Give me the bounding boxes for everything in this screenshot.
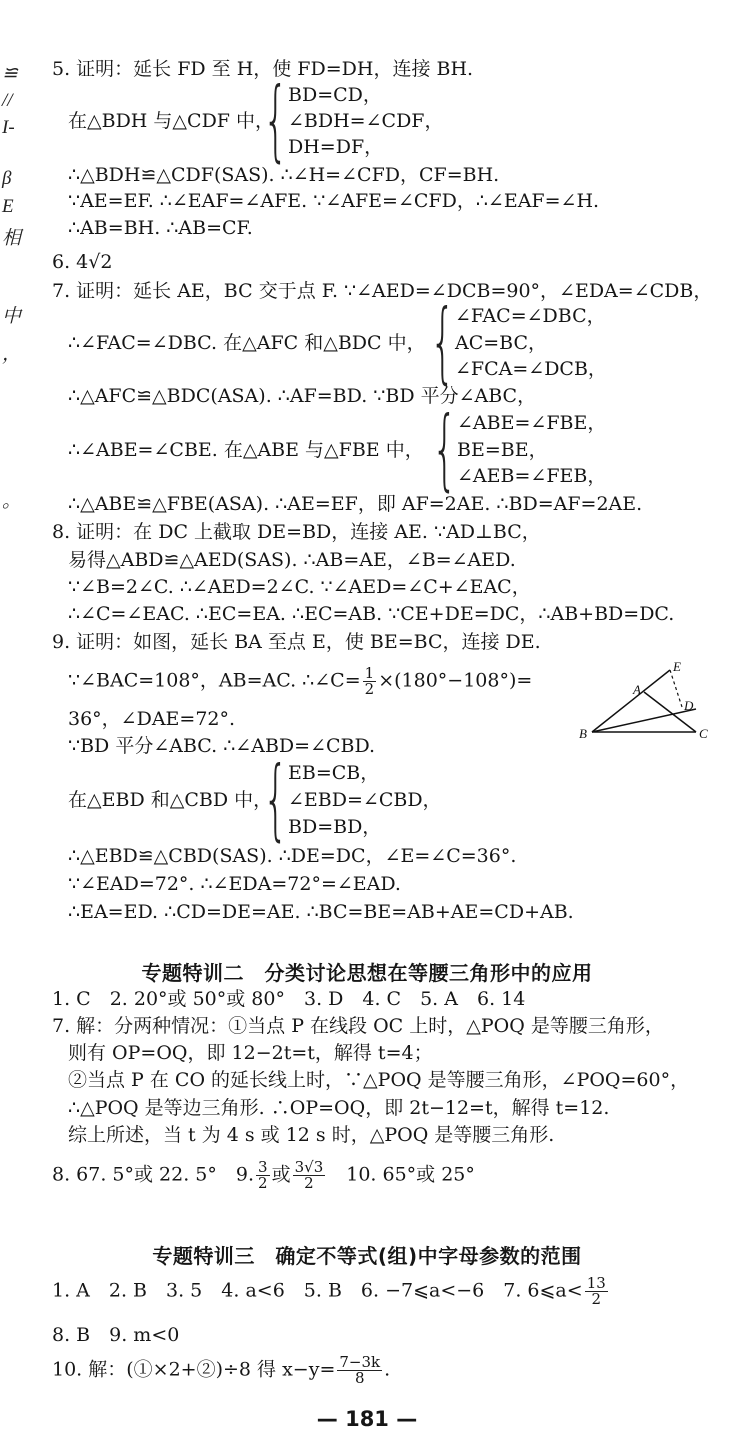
fraction-numerator: 3√3 [294, 1158, 324, 1176]
p5-line5: ∴AB=BH. ∴AB=CF. [68, 217, 253, 239]
p5-brace-item: ∠BDH=∠CDF， [288, 110, 444, 132]
p7-line1: 7. 证明：延长 AE，BC 交于点 F. ∵∠AED=∠DCB=90°，∠EDA=∠CDB， [52, 280, 713, 302]
p7-line3: ∴△AFC≌△BDC(ASA). ∴AF=BD. ∵BD 平分∠ABC， [68, 385, 537, 407]
s2-line6: 综上所述，当 t 为 4 s 或 12 s 时，△POQ 是等腰三角形. [68, 1124, 555, 1146]
s2-line7-or: 或 [271, 1163, 291, 1186]
s2-line5: ∴△POQ 是等边三角形. ∴OP=OQ，即 2t−12=t，解得 t=12. [68, 1097, 610, 1119]
label-C: C [699, 726, 708, 741]
p9-line1: 9. 证明：如图，延长 BA 至点 E，使 BE=BC，连接 DE. [52, 631, 541, 653]
p5-brace-item: BD=CD， [288, 84, 382, 106]
margin-fragment: 相 [2, 228, 22, 249]
p8-line1: 8. 证明：在 DC 上截取 DE=BD，连接 AE. ∵AD⊥BC， [52, 521, 541, 543]
s2-line7-a: 8. 67. 5°或 22. 5° 9. [52, 1163, 255, 1186]
fraction [256, 1160, 270, 1191]
fraction-denominator: 2 [258, 1174, 268, 1192]
p9-line7: ∵∠EAD=72°. ∴∠EDA=72°=∠EAD. [68, 873, 401, 895]
fraction-denominator: 2 [304, 1174, 314, 1192]
p9-line4: ∵BD 平分∠ABC. ∴∠ABD=∠CBD. [68, 735, 376, 757]
label-A: A [633, 682, 641, 697]
p5-brace-item: DH=DF， [288, 136, 384, 158]
s2-line2: 7. 解：分两种情况：①当点 P 在线段 OC 上时，△POQ 是等腰三角形， [52, 1015, 664, 1037]
s3-line2: 8. B 9. m<0 [52, 1324, 180, 1346]
page-number: — 181 — [316, 1407, 418, 1431]
s3-line3-b: . [384, 1358, 391, 1381]
margin-fragment: 中 [2, 306, 22, 327]
margin-fragment: ， [2, 344, 22, 365]
p9-line8: ∴EA=ED. ∴CD=DE=AE. ∴BC=BE=AB+AE=CD+AB. [68, 901, 574, 923]
s2-line1: 1. C 2. 20°或 50°或 80° 3. D 4. C 5. A 6. 14 [52, 988, 526, 1010]
p7-line5: ∴△ABE≌△FBE(ASA). ∴AE=EF，即 AF=2AE. ∴BD=AF=2AE. [68, 493, 643, 515]
fraction [337, 1355, 382, 1386]
p7-brace1-item: ∠FCA=∠DCB， [455, 358, 607, 380]
p5-line3: ∴△BDH≌△CDF(SAS). ∴∠H=∠CFD，CF=BH. [68, 164, 500, 186]
margin-fragment: β [2, 168, 12, 189]
fraction-numerator: 13 [586, 1274, 606, 1292]
label-B: B [579, 726, 587, 741]
label-E: E [673, 660, 681, 674]
fraction-denominator: 2 [364, 680, 375, 698]
p9-line2-a: ∵∠BAC=108°，AB=AC. ∴∠C= [68, 669, 361, 692]
p5-line2: 在△BDH 与△CDF 中， [68, 110, 275, 132]
p9-line3: 36°，∠DAE=72°. [68, 708, 236, 730]
margin-fragment: I- [2, 117, 15, 138]
fraction-numerator: 1 [364, 664, 375, 682]
p6-answer: 6. 4√2 [52, 251, 113, 273]
p7-line4: ∴∠ABE=∠CBE. 在△ABE 与△FBE 中， [68, 439, 424, 461]
brace-icon: { [430, 290, 456, 393]
p9-line2-b: ×(180°−108°)= [378, 669, 533, 692]
p9-brace-item: EB=CB， [288, 762, 380, 784]
margin-fragment: 。 [2, 491, 22, 512]
margin-fragment: // [2, 90, 13, 111]
p9-line6: ∴△EBD≌△CBD(SAS). ∴DE=DC，∠E=∠C=36°. [68, 845, 517, 867]
margin-fragment: ≌ [2, 63, 18, 84]
margin-fragment: E [2, 196, 14, 217]
s3-line3 [52, 1355, 390, 1386]
p9-brace-item: BD=BD， [288, 816, 382, 838]
p8-line3: ∵∠B=2∠C. ∴∠AED=2∠C. ∵∠AED=∠C+∠EAC， [68, 576, 531, 598]
fraction-denominator: 8 [354, 1369, 365, 1387]
p9-line5: 在△EBD 和△CBD 中， [68, 789, 273, 811]
p7-brace2-item: ∠AEB=∠FEB， [457, 465, 607, 487]
section2-title: 专题特训二 分类讨论思想在等腰三角形中的应用 [141, 961, 593, 985]
brace-icon: { [263, 68, 289, 171]
p7-line2: ∴∠FAC=∠DBC. 在△AFC 和△BDC 中， [68, 332, 426, 354]
s3-line3-a: 10. 解：(①×2+②)÷8 得 x−y= [52, 1358, 336, 1381]
p7-brace2-item: BE=BE， [457, 439, 548, 461]
p5-line4: ∵AE=EF. ∴∠EAF=∠AFE. ∵∠AFE=∠CFD，∴∠EAF=∠H. [68, 190, 600, 212]
p7-brace1-item: ∠FAC=∠DBC， [455, 305, 606, 327]
s2-line7 [52, 1160, 475, 1191]
fraction [293, 1160, 326, 1191]
s2-line7-b: 10. 65°或 25° [327, 1163, 475, 1186]
p9-brace-item: ∠EBD=∠CBD， [288, 789, 442, 811]
fraction-numerator: 3 [258, 1158, 268, 1176]
p8-line2: 易得△ABD≌△AED(SAS). ∴AB=AE，∠B=∠AED. [68, 549, 516, 571]
fraction [585, 1276, 608, 1307]
fraction-denominator: 2 [591, 1290, 601, 1308]
fraction-numerator: 7−3k [339, 1353, 381, 1371]
s2-line3: 则有 OP=OQ，即 12−2t=t，解得 t=4； [68, 1042, 433, 1064]
brace-icon: { [263, 747, 289, 850]
section3-title: 专题特训三 确定不等式(组)中字母参数的范围 [152, 1244, 582, 1268]
s3-line1 [52, 1276, 610, 1307]
fraction [363, 666, 377, 697]
label-D: D [684, 698, 694, 713]
p9-line2 [68, 666, 532, 697]
p5-line1: 5. 证明：延长 FD 至 H，使 FD=DH，连接 BH. [52, 58, 474, 80]
p8-line4: ∴∠C=∠EAC. ∴EC=EA. ∴EC=AB. ∵CE+DE=DC，∴AB+BD=DC. [68, 603, 675, 625]
brace-icon: { [432, 397, 458, 500]
triangle-figure [578, 660, 730, 750]
p7-brace2-item: ∠ABE=∠FBE， [457, 412, 607, 434]
s2-line4: ②当点 P 在 CO 的延长线上时，∵△POQ 是等腰三角形，∠POQ=60°， [68, 1069, 690, 1091]
s3-line1-a: 1. A 2. B 3. 5 4. a<6 5. B 6. −7⩽a<−6 7. 6⩽a< [52, 1279, 583, 1302]
p7-brace1-item: AC=BC， [455, 332, 548, 354]
